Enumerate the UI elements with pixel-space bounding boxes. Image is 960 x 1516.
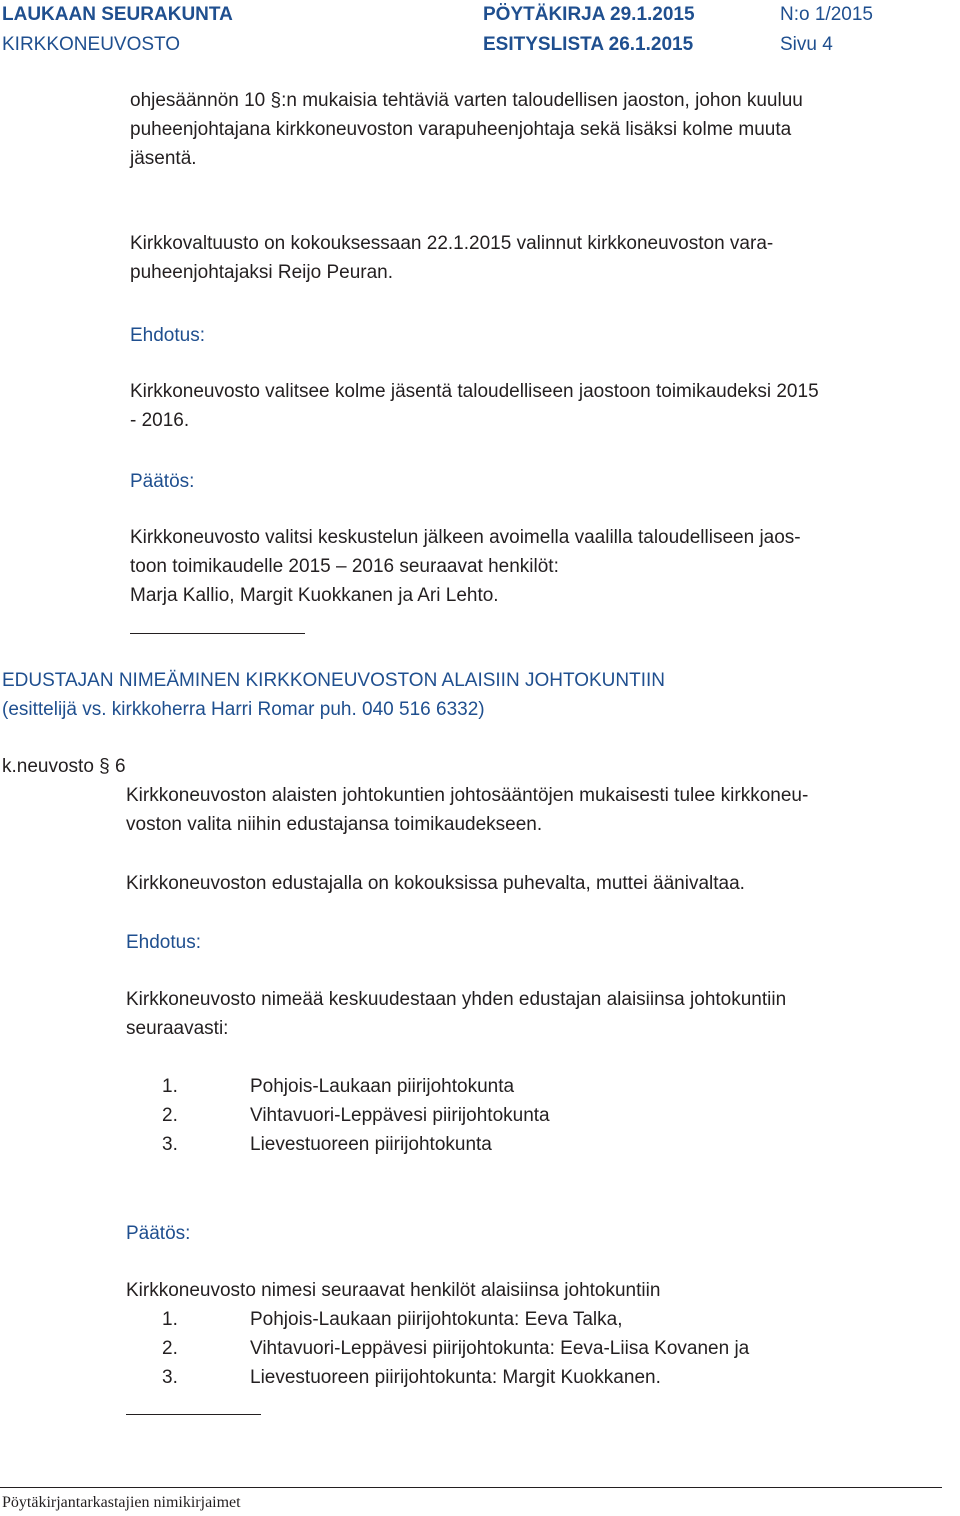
footer-label: Pöytäkirjantarkastajien nimikirjaimet bbox=[2, 1494, 241, 1511]
item-number: k.neuvosto § 6 bbox=[2, 756, 126, 777]
list-item: 3. Lievestuoreen piirijohtokunta bbox=[162, 1134, 492, 1155]
end-divider bbox=[126, 1414, 261, 1415]
list-item: 3. Lievestuoreen piirijohtokunta: Margit Kuokkanen. bbox=[162, 1367, 661, 1388]
section1-paragraph1: ohjesäännön 10 §:n mukaisia tehtäviä varten taloudellisen jaoston, johon kuuluu puheenjohtajana kirkkoneuvoston varapuheenjohtaja sekä lisäksi kolme muuta jäsentä. bbox=[130, 90, 803, 169]
body-name: KIRKKONEUVOSTO bbox=[2, 34, 181, 55]
footer-rule bbox=[0, 1487, 942, 1488]
agenda-date: ESITYSLISTA 26.1.2015 bbox=[483, 34, 694, 55]
section2-presenter: (esittelijä vs. kirkkoherra Harri Romar puh. 040 516 6332) bbox=[2, 699, 485, 720]
document-number: N:o 1/2015 bbox=[780, 4, 873, 25]
decision-heading: Päätös: bbox=[130, 471, 195, 492]
section2-proposal-heading: Ehdotus: bbox=[126, 932, 201, 953]
section2-paragraph1: Kirkkoneuvoston alaisten johtokuntien johtosääntöjen mukaisesti tulee kirkkoneu- voston valita niihin edustajansa toimikaudekseen. bbox=[126, 785, 809, 835]
decision-text: Kirkkoneuvosto valitsi keskustelun jälkeen avoimella vaalilla taloudelliseen jaos- toon toimikaudelle 2015 – 2016 seuraavat henkilöt: Marja Kallio, Margit Kuokkanen ja Ari Lehto. bbox=[130, 527, 801, 606]
decision-list bbox=[162, 1305, 749, 1392]
proposal-text: Kirkkoneuvosto valitsee kolme jäsentä taloudelliseen jaostoon toimikaudeksi 2015 - 2016. bbox=[130, 381, 819, 431]
section1-paragraph2: Kirkkovaltuusto on kokouksessaan 22.1.2015 valinnut kirkkoneuvoston vara- puheenjohtajaksi Reijo Peuran. bbox=[130, 233, 774, 283]
section2-proposal-text: Kirkkoneuvosto nimeää keskuudestaan yhden edustajan alaisiinsa johtokuntiin seuraavasti: bbox=[126, 989, 787, 1039]
org-name: LAUKAAN SEURAKUNTA bbox=[2, 4, 233, 25]
list-item: 1. Pohjois-Laukaan piirijohtokunta: Eeva Talka, bbox=[162, 1309, 623, 1330]
section-divider bbox=[130, 633, 305, 634]
minutes-date: PÖYTÄKIRJA 29.1.2015 bbox=[483, 4, 695, 25]
list-item: 2. Vihtavuori-Leppävesi piirijohtokunta bbox=[162, 1105, 550, 1126]
proposal-list bbox=[162, 1072, 550, 1159]
section2-decision-intro: Kirkkoneuvosto nimesi seuraavat henkilöt alaisiinsa johtokuntiin bbox=[126, 1280, 661, 1301]
page-number: Sivu 4 bbox=[780, 34, 833, 55]
section2-title: EDUSTAJAN NIMEÄMINEN KIRKKONEUVOSTON ALAISIIN JOHTOKUNTIIN bbox=[2, 670, 665, 691]
proposal-heading: Ehdotus: bbox=[130, 325, 205, 346]
section2-paragraph2: Kirkkoneuvoston edustajalla on kokouksissa puhevalta, muttei äänivaltaa. bbox=[126, 873, 745, 894]
section2-decision-heading: Päätös: bbox=[126, 1223, 191, 1244]
list-item: 1. Pohjois-Laukaan piirijohtokunta bbox=[162, 1076, 515, 1097]
list-item: 2. Vihtavuori-Leppävesi piirijohtokunta: Eeva-Liisa Kovanen ja bbox=[162, 1338, 750, 1359]
